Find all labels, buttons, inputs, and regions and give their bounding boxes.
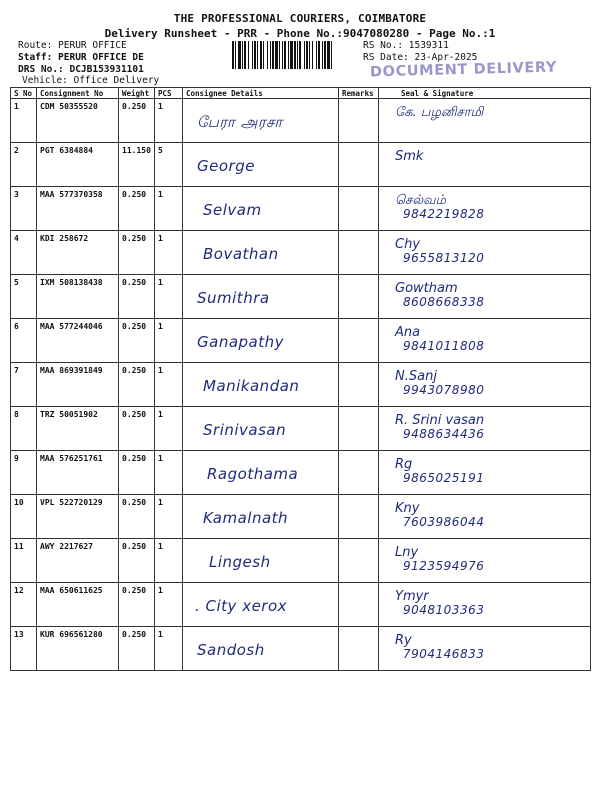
table-row: [11, 99, 591, 143]
row-seal-signature: [379, 187, 591, 231]
consignee-name: பேரா அரசா: [197, 113, 283, 131]
row-sno: 5: [11, 275, 37, 319]
consignee-name: Ganapathy: [197, 333, 284, 351]
col-remarks: Remarks: [339, 88, 379, 99]
row-weight: 0.250: [119, 231, 155, 275]
rs-date: RS Date: 23-Apr-2025: [363, 52, 478, 63]
col-consignment: Consignment No: [37, 88, 119, 99]
row-pcs: 5: [155, 143, 183, 187]
phone-number: 7904146833: [403, 647, 485, 661]
row-consignment: MAA 650611625: [37, 583, 119, 627]
row-sno: 12: [11, 583, 37, 627]
row-remarks: [339, 627, 379, 671]
phone-number: 9842219828: [403, 207, 485, 221]
row-consignee: [183, 275, 339, 319]
row-consignment: MAA 869391849: [37, 363, 119, 407]
row-pcs: 1: [155, 627, 183, 671]
row-pcs: 1: [155, 495, 183, 539]
row-remarks: [339, 407, 379, 451]
row-remarks: [339, 319, 379, 363]
phone-number: 9048103363: [403, 603, 485, 617]
row-consignee: [183, 363, 339, 407]
consignee-name: Lingesh: [209, 553, 271, 571]
vehicle-label: Vehicle: Office Delivery: [22, 75, 160, 86]
table-row: [11, 231, 591, 275]
row-seal-signature: [379, 451, 591, 495]
row-seal-signature: [379, 275, 591, 319]
consignee-name: Sandosh: [197, 641, 265, 659]
row-seal-signature: [379, 539, 591, 583]
row-consignee: [183, 187, 339, 231]
row-sno: 1: [11, 99, 37, 143]
row-seal-signature: [379, 627, 591, 671]
row-consignment: MAA 577244046: [37, 319, 119, 363]
row-remarks: [339, 539, 379, 583]
table-row: [11, 363, 591, 407]
phone-number: 7603986044: [403, 515, 485, 529]
row-sno: 8: [11, 407, 37, 451]
row-sno: 2: [11, 143, 37, 187]
row-weight: 0.250: [119, 99, 155, 143]
row-weight: 0.250: [119, 627, 155, 671]
signature: Smk: [395, 149, 424, 164]
row-consignee: [183, 407, 339, 451]
row-consignment: KDI 258672: [37, 231, 119, 275]
row-pcs: 1: [155, 231, 183, 275]
row-consignment: AWY 2217627: [37, 539, 119, 583]
row-seal-signature: [379, 99, 591, 143]
consignee-name: . City xerox: [195, 597, 288, 615]
signature: Ymyr: [395, 589, 429, 604]
table-row: [11, 627, 591, 671]
row-pcs: 1: [155, 99, 183, 143]
phone-number: 9655813120: [403, 251, 485, 265]
drs-number: DRS No.: DCJB153931101: [18, 64, 144, 75]
row-pcs: 1: [155, 187, 183, 231]
row-consignee: [183, 539, 339, 583]
signature: Rg: [395, 457, 413, 472]
table-row: [11, 143, 591, 187]
signature: N.Sanj: [395, 369, 437, 384]
row-seal-signature: [379, 407, 591, 451]
row-seal-signature: [379, 583, 591, 627]
row-sno: 9: [11, 451, 37, 495]
row-pcs: 1: [155, 319, 183, 363]
route-label: Route: PERUR OFFICE: [18, 40, 127, 51]
table-header-row: [11, 88, 591, 99]
row-pcs: 1: [155, 451, 183, 495]
row-consignment: PGT 6384884: [37, 143, 119, 187]
row-pcs: 1: [155, 539, 183, 583]
row-pcs: 1: [155, 407, 183, 451]
phone-number: 9865025191: [403, 471, 485, 485]
signature: Lny: [395, 545, 419, 560]
row-weight: 0.250: [119, 187, 155, 231]
row-consignee: [183, 319, 339, 363]
row-consignee: [183, 143, 339, 187]
row-consignee: [183, 627, 339, 671]
signature: Kny: [395, 501, 420, 516]
row-consignment: KUR 696561280: [37, 627, 119, 671]
col-sno: S No: [11, 88, 37, 99]
table-row: [11, 187, 591, 231]
col-seal: Seal & Signature: [379, 88, 591, 99]
signature: Ana: [395, 325, 421, 340]
phone-number: 9841011808: [403, 339, 485, 353]
rs-number: RS No.: 1539311: [363, 40, 449, 51]
row-consignment: MAA 577370358: [37, 187, 119, 231]
consignee-name: Sumithra: [197, 289, 270, 307]
row-consignee: [183, 231, 339, 275]
col-consignee: Consignee Details: [183, 88, 339, 99]
row-consignee: [183, 583, 339, 627]
row-consignment: MAA 576251761: [37, 451, 119, 495]
signature: செல்வம்: [395, 193, 447, 208]
signature: Gowtham: [395, 281, 458, 296]
row-weight: 0.250: [119, 363, 155, 407]
row-consignee: [183, 495, 339, 539]
document-delivery-stamp: DOCUMENT DELIVERY: [369, 59, 558, 81]
row-consignment: VPL 522720129: [37, 495, 119, 539]
row-seal-signature: [379, 143, 591, 187]
table-row: [11, 583, 591, 627]
row-remarks: [339, 495, 379, 539]
row-consignee: [183, 451, 339, 495]
consignee-name: Selvam: [203, 201, 262, 219]
row-sno: 10: [11, 495, 37, 539]
row-consignment: TRZ 50051902: [37, 407, 119, 451]
row-consignee: [183, 99, 339, 143]
signature: Chy: [395, 237, 421, 252]
row-pcs: 1: [155, 275, 183, 319]
row-weight: 0.250: [119, 495, 155, 539]
row-weight: 0.250: [119, 275, 155, 319]
row-remarks: [339, 451, 379, 495]
col-weight: Weight: [119, 88, 155, 99]
consignee-name: Ragothama: [207, 465, 299, 483]
phone-number: 9943078980: [403, 383, 485, 397]
phone-number: 9123594976: [403, 559, 485, 573]
row-remarks: [339, 187, 379, 231]
signature: R. Srini vasan: [395, 413, 485, 428]
row-seal-signature: [379, 319, 591, 363]
consignee-name: Bovathan: [203, 245, 279, 263]
row-weight: 0.250: [119, 583, 155, 627]
runsheet-table: [10, 87, 591, 671]
staff-label: Staff: PERUR OFFICE DE: [18, 52, 144, 63]
row-consignment: IXM 508138438: [37, 275, 119, 319]
row-pcs: 1: [155, 363, 183, 407]
row-weight: 0.250: [119, 539, 155, 583]
row-sno: 6: [11, 319, 37, 363]
row-remarks: [339, 231, 379, 275]
row-sno: 4: [11, 231, 37, 275]
row-consignment: CDM 50355520: [37, 99, 119, 143]
row-seal-signature: [379, 231, 591, 275]
table-row: [11, 319, 591, 363]
signature: கே. பழனிசாமி: [395, 105, 484, 120]
phone-number: 8608668338: [403, 295, 485, 309]
row-remarks: [339, 583, 379, 627]
table-row: [11, 495, 591, 539]
row-remarks: [339, 99, 379, 143]
consignee-name: George: [197, 157, 255, 175]
row-pcs: 1: [155, 583, 183, 627]
consignee-name: Srinivasan: [203, 421, 287, 439]
row-weight: 0.250: [119, 407, 155, 451]
row-sno: 13: [11, 627, 37, 671]
table-row: [11, 539, 591, 583]
phone-number: 9488634436: [403, 427, 485, 441]
consignee-name: Manikandan: [203, 377, 300, 395]
row-remarks: [339, 143, 379, 187]
company-title: THE PROFESSIONAL COURIERS, COIMBATORE: [173, 12, 427, 25]
row-weight: 0.250: [119, 319, 155, 363]
row-weight: 11.150: [119, 143, 155, 187]
table-row: [11, 451, 591, 495]
barcode: [232, 41, 358, 69]
row-seal-signature: [379, 363, 591, 407]
row-sno: 3: [11, 187, 37, 231]
row-remarks: [339, 275, 379, 319]
runsheet-subtitle: Delivery Runsheet - PRR - Phone No.:9047080280 - Page No.:1: [104, 27, 496, 40]
col-pcs: PCS: [155, 88, 183, 99]
row-weight: 0.250: [119, 451, 155, 495]
table-row: [11, 407, 591, 451]
consignee-name: Kamalnath: [203, 509, 289, 527]
signature: Ry: [395, 633, 412, 648]
table-row: [11, 275, 591, 319]
row-remarks: [339, 363, 379, 407]
row-sno: 11: [11, 539, 37, 583]
row-seal-signature: [379, 495, 591, 539]
row-sno: 7: [11, 363, 37, 407]
